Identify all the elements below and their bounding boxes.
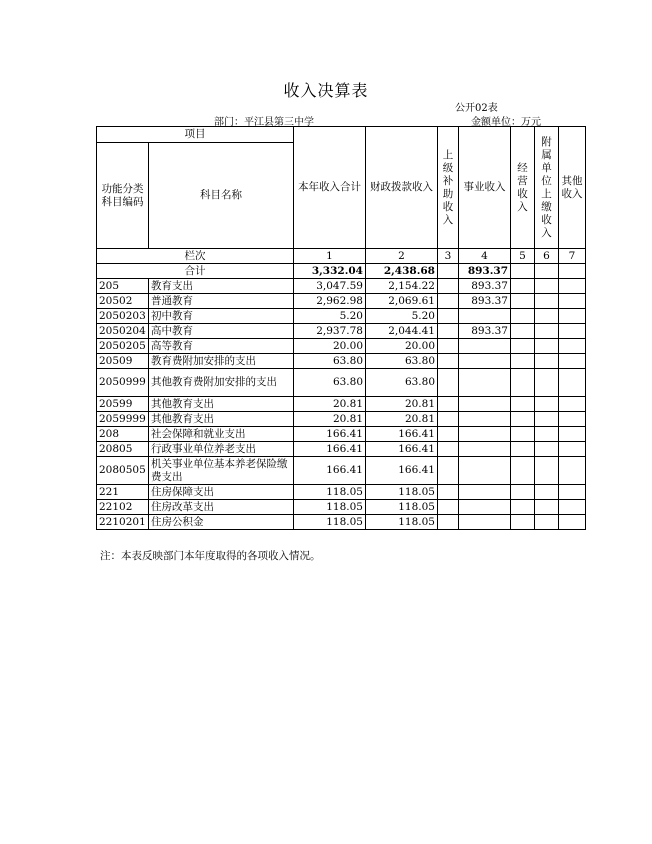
fiscal-value: 118.05	[366, 500, 438, 515]
header-code: 功能分类科目编码	[97, 143, 149, 249]
operating-value	[511, 500, 535, 515]
table-row	[97, 309, 586, 324]
subject-code: 20502	[97, 294, 149, 309]
header-business: 事业收入	[459, 127, 511, 249]
other-value	[559, 309, 586, 324]
total-affiliated	[535, 264, 559, 279]
affiliated-value	[535, 427, 559, 442]
business-value	[459, 339, 511, 354]
total-income-value: 2,937.78	[294, 324, 366, 339]
subject-code: 208	[97, 427, 149, 442]
table-row	[97, 515, 586, 530]
subsidy-value	[438, 457, 459, 485]
affiliated-value	[535, 515, 559, 530]
subject-name: 住房改革支出	[149, 500, 294, 515]
subject-name: 教育费附加安排的支出	[149, 354, 294, 369]
total-operating	[511, 264, 535, 279]
affiliated-value	[535, 485, 559, 500]
table-row	[97, 354, 586, 369]
subject-name: 高等教育	[149, 339, 294, 354]
fiscal-value: 5.20	[366, 309, 438, 324]
subsidy-value	[438, 354, 459, 369]
other-value	[559, 442, 586, 457]
header-name: 科目名称	[149, 143, 294, 249]
subsidy-value	[438, 485, 459, 500]
table-row	[97, 294, 586, 309]
seq-row	[97, 249, 586, 264]
table-row	[97, 412, 586, 427]
subject-name: 其他教育支出	[149, 412, 294, 427]
total-income: 3,332.04	[294, 264, 366, 279]
business-value: 893.37	[459, 324, 511, 339]
total-fiscal: 2,438.68	[366, 264, 438, 279]
subject-code: 20805	[97, 442, 149, 457]
affiliated-value	[535, 354, 559, 369]
total-income-value: 166.41	[294, 442, 366, 457]
other-value	[559, 324, 586, 339]
table-row	[97, 339, 586, 354]
income-table	[96, 126, 586, 530]
seq-cell: 2	[366, 249, 438, 264]
affiliated-value	[535, 279, 559, 294]
other-value	[559, 397, 586, 412]
operating-value	[511, 294, 535, 309]
total-subsidy	[438, 264, 459, 279]
header-fiscal: 财政拨款收入	[366, 127, 438, 249]
operating-value	[511, 485, 535, 500]
subsidy-value	[438, 500, 459, 515]
header-row-item	[97, 127, 586, 143]
affiliated-value	[535, 457, 559, 485]
subject-name: 教育支出	[149, 279, 294, 294]
form-number: 公开02表	[455, 103, 498, 114]
fiscal-value: 2,044.41	[366, 324, 438, 339]
table-row	[97, 279, 586, 294]
subject-name: 其他教育支出	[149, 397, 294, 412]
table-row	[97, 442, 586, 457]
total-income-value: 63.80	[294, 354, 366, 369]
subsidy-value	[438, 515, 459, 530]
business-value	[459, 457, 511, 485]
subject-code: 2059999	[97, 412, 149, 427]
business-value	[459, 397, 511, 412]
subject-name: 行政事业单位养老支出	[149, 442, 294, 457]
subject-code: 205	[97, 279, 149, 294]
subject-name: 初中教育	[149, 309, 294, 324]
operating-value	[511, 427, 535, 442]
subject-code: 20599	[97, 397, 149, 412]
header-subsidy: 上级补助收入	[438, 127, 459, 249]
affiliated-value	[535, 397, 559, 412]
seq-cell: 7	[559, 249, 586, 264]
subject-code: 2210201	[97, 515, 149, 530]
subsidy-value	[438, 324, 459, 339]
table-row	[97, 500, 586, 515]
total-income-value: 20.81	[294, 412, 366, 427]
subject-name: 住房公积金	[149, 515, 294, 530]
header-operating: 经营收入	[511, 127, 535, 249]
total-label: 合计	[97, 264, 294, 279]
subsidy-value	[438, 442, 459, 457]
operating-value	[511, 339, 535, 354]
fiscal-value: 63.80	[366, 369, 438, 397]
table-row	[97, 485, 586, 500]
total-income-value: 166.41	[294, 457, 366, 485]
fiscal-value: 20.00	[366, 339, 438, 354]
business-value	[459, 309, 511, 324]
subsidy-value	[438, 412, 459, 427]
fiscal-value: 2,154.22	[366, 279, 438, 294]
header-total-income: 本年收入合计	[294, 127, 366, 249]
subsidy-value	[438, 294, 459, 309]
subject-code: 2050203	[97, 309, 149, 324]
total-income-value: 20.81	[294, 397, 366, 412]
subsidy-value	[438, 427, 459, 442]
subject-name: 社会保障和就业支出	[149, 427, 294, 442]
fiscal-value: 166.41	[366, 442, 438, 457]
header-affiliated: 附属单位上缴收入	[535, 127, 559, 249]
business-value: 893.37	[459, 279, 511, 294]
fiscal-value: 166.41	[366, 427, 438, 442]
subject-name: 住房保障支出	[149, 485, 294, 500]
page-title: 收入决算表	[283, 81, 369, 100]
affiliated-value	[535, 294, 559, 309]
operating-value	[511, 354, 535, 369]
other-value	[559, 279, 586, 294]
seq-cell: 6	[535, 249, 559, 264]
subject-code: 2080505	[97, 457, 149, 485]
business-value	[459, 354, 511, 369]
subject-code: 22102	[97, 500, 149, 515]
fiscal-value: 118.05	[366, 515, 438, 530]
total-income-value: 118.05	[294, 515, 366, 530]
table-row	[97, 397, 586, 412]
amount-unit-label: 金额单位：万元	[471, 117, 541, 128]
subject-code: 2050204	[97, 324, 149, 339]
other-value	[559, 457, 586, 485]
total-income-value: 20.00	[294, 339, 366, 354]
operating-value	[511, 515, 535, 530]
total-income-value: 166.41	[294, 427, 366, 442]
subject-code: 20509	[97, 354, 149, 369]
other-value	[559, 369, 586, 397]
total-other	[559, 264, 586, 279]
business-value	[459, 485, 511, 500]
other-value	[559, 485, 586, 500]
subsidy-value	[438, 397, 459, 412]
subject-name: 高中教育	[149, 324, 294, 339]
table-row	[97, 457, 586, 485]
business-value	[459, 427, 511, 442]
total-income-value: 2,962.98	[294, 294, 366, 309]
subject-name: 其他教育费附加安排的支出	[149, 369, 294, 397]
fiscal-value: 63.80	[366, 354, 438, 369]
operating-value	[511, 442, 535, 457]
business-value	[459, 500, 511, 515]
affiliated-value	[535, 412, 559, 427]
operating-value	[511, 369, 535, 397]
other-value	[559, 412, 586, 427]
fiscal-value: 2,069.61	[366, 294, 438, 309]
subsidy-value	[438, 369, 459, 397]
affiliated-value	[535, 339, 559, 354]
affiliated-value	[535, 369, 559, 397]
header-item: 项目	[97, 127, 294, 143]
seq-label: 栏次	[97, 249, 294, 264]
operating-value	[511, 324, 535, 339]
subsidy-value	[438, 279, 459, 294]
total-income-value: 118.05	[294, 500, 366, 515]
table-row	[97, 369, 586, 397]
seq-cell: 5	[511, 249, 535, 264]
total-income-value: 5.20	[294, 309, 366, 324]
subject-code: 221	[97, 485, 149, 500]
affiliated-value	[535, 309, 559, 324]
total-business: 893.37	[459, 264, 511, 279]
total-row	[97, 264, 586, 279]
seq-cell: 1	[294, 249, 366, 264]
other-value	[559, 294, 586, 309]
affiliated-value	[535, 324, 559, 339]
other-value	[559, 427, 586, 442]
affiliated-value	[535, 442, 559, 457]
subject-code: 2050999	[97, 369, 149, 397]
business-value	[459, 369, 511, 397]
business-value	[459, 412, 511, 427]
affiliated-value	[535, 500, 559, 515]
other-value	[559, 339, 586, 354]
business-value	[459, 442, 511, 457]
seq-cell: 4	[459, 249, 511, 264]
operating-value	[511, 279, 535, 294]
business-value: 893.37	[459, 294, 511, 309]
subject-name: 机关事业单位基本养老保险缴费支出	[149, 457, 294, 485]
subsidy-value	[438, 339, 459, 354]
header-other: 其他收入	[559, 127, 586, 249]
table-row	[97, 427, 586, 442]
operating-value	[511, 457, 535, 485]
fiscal-value: 166.41	[366, 457, 438, 485]
business-value	[459, 515, 511, 530]
other-value	[559, 354, 586, 369]
fiscal-value: 118.05	[366, 485, 438, 500]
total-income-value: 118.05	[294, 485, 366, 500]
total-income-value: 63.80	[294, 369, 366, 397]
department-label: 部门：平江县第三中学	[214, 117, 314, 128]
other-value	[559, 515, 586, 530]
fiscal-value: 20.81	[366, 412, 438, 427]
other-value	[559, 500, 586, 515]
subsidy-value	[438, 309, 459, 324]
operating-value	[511, 397, 535, 412]
operating-value	[511, 412, 535, 427]
fiscal-value: 20.81	[366, 397, 438, 412]
table-row	[97, 324, 586, 339]
table-body	[97, 279, 586, 530]
total-income-value: 3,047.59	[294, 279, 366, 294]
subject-name: 普通教育	[149, 294, 294, 309]
seq-cell: 3	[438, 249, 459, 264]
subject-code: 2050205	[97, 339, 149, 354]
footnote: 注：本表反映部门本年度取得的各项收入情况。	[100, 550, 321, 562]
operating-value	[511, 309, 535, 324]
